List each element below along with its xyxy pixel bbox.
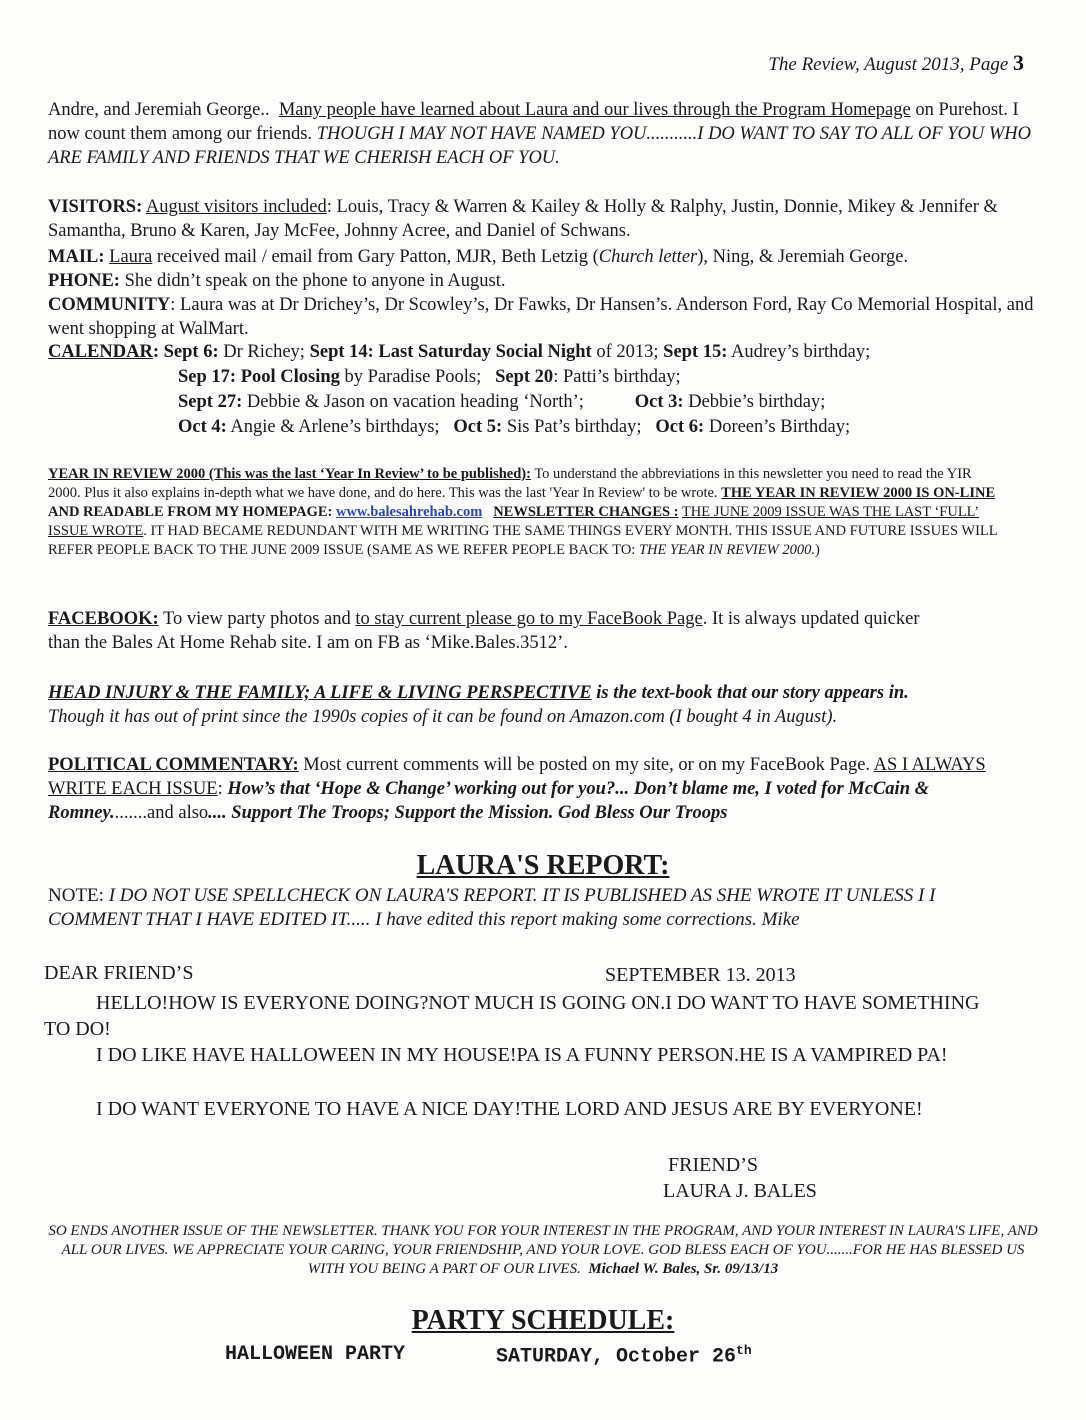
calendar-date: Sept 27: <box>178 392 243 412</box>
political-troops: .... Support The Troops; Support the Mission. God Bless Our Troops <box>208 803 728 823</box>
calendar-row-4 <box>178 417 850 438</box>
colon: : <box>217 779 228 799</box>
party-date-text: SATURDAY, October 26 <box>496 1345 737 1369</box>
letter-sign-1: FRIEND’S <box>668 1154 759 1176</box>
page-header <box>768 50 1024 76</box>
calendar-date: Sept 15: <box>663 342 728 362</box>
facebook-text-2: . It is always updated quicker than the Bales At Home Rehab site. I am on FB as ‘Mike.Bales.3512’. <box>48 609 920 653</box>
calendar-row-3 <box>178 392 825 413</box>
header-title: The Review, August 2013, Page <box>768 54 1009 75</box>
letter-paragraph-3: I DO WANT EVERYONE TO HAVE A NICE DAY!THE LORD AND JESUS ARE BY EVERYONE! <box>96 1098 923 1120</box>
calendar-event: Sis Pat’s birthday; <box>502 417 656 437</box>
political-and-also: .......and also <box>114 803 209 823</box>
yir-homepage-text: AND READABLE FROM MY HOMEPAGE: <box>48 504 333 520</box>
newsletter-changes-text: . IT HAD BECAME REDUNDANT WITH ME WRITING THE SAME THINGS EVERY MONTH. THIS ISSUE AND FUTURE ISSUES WILL REFER PEOPLE BACK TO THE JUNE 2009 ISSUE (SAME AS WE REFER PEOPLE BACK TO: <box>48 523 998 558</box>
calendar-row-2 <box>178 367 681 388</box>
phone-text: She didn’t speak on the phone to anyone in August. <box>119 271 506 291</box>
political-text: Most current comments will be posted on my site, or on my FaceBook Page. <box>298 755 874 775</box>
letter-paragraph-2: I DO LIKE HAVE HALLOWEEN IN MY HOUSE!PA IS A FUNNY PERSON.HE IS A VAMPIRED PA! <box>96 1044 948 1066</box>
letter-signature: LAURA J. BALES <box>663 1180 817 1202</box>
book-text: is the text-book that our story appears in. <box>591 683 909 703</box>
yir-ref: THE YEAR IN REVIEW 2000. <box>638 542 815 558</box>
closing-signature: Michael W. Bales, Sr. 09/13/13 <box>588 1261 779 1277</box>
page-number: 3 <box>1013 50 1024 75</box>
paren: ) <box>814 542 820 558</box>
calendar-event: of 2013; <box>591 342 664 362</box>
calendar-event: Audrey’s birthday; <box>727 342 871 362</box>
visitors-heading: August visitors included <box>145 197 327 217</box>
political-always: AS I ALWAYS WRITE EACH ISSUE <box>48 755 986 799</box>
calendar-event: by Paradise Pools; <box>339 367 496 387</box>
newsletter-changes-label: NEWSLETTER CHANGES : <box>493 504 679 520</box>
mail-laura: Laura <box>109 247 153 267</box>
visitors-text: : Louis, Tracy & Warren & Kailey & Holly & Ralphy, Justin, Donnie, Mikey & Jennifer & Samantha, Bruno & Karen, Jay McFee, Johnny Acree, and Daniel of Schwans. <box>48 197 998 241</box>
mail-church-letter: Church letter <box>598 247 698 267</box>
party-date-suffix: th <box>736 1343 752 1358</box>
note-label: NOTE: <box>48 885 109 906</box>
calendar-date: Sept 14: Last Saturday Social Night <box>309 342 592 362</box>
note-text: I DO NOT USE SPELLCHECK ON LAURA'S REPORT. IT IS PUBLISHED AS SHE WROTE IT UNLESS I I COMMENT THAT I HAVE EDITED IT..... I have edited this report making some corrections. Mike <box>48 885 936 930</box>
party-schedule-title: PARTY SCHEDULE: <box>411 1305 675 1336</box>
calendar-date: Oct 3: <box>634 392 684 412</box>
facebook-label: FACEBOOK: <box>48 609 159 629</box>
letter-date: SEPTEMBER 13. 2013 <box>605 964 796 986</box>
report-note <box>48 884 1018 932</box>
mail-text: received mail / email from Gary Patton, MJR, Beth Letzig ( <box>152 247 599 267</box>
calendar-date: : Sept 6: <box>152 342 219 362</box>
visitors-section <box>48 195 1038 243</box>
calendar-date: Oct 5: <box>453 417 503 437</box>
year-in-review-section <box>48 465 998 560</box>
party-event: HALLOWEEN PARTY <box>225 1343 406 1366</box>
community-section <box>48 293 1038 341</box>
yir-label: YEAR IN REVIEW 2000 (This was the last ‘Year In Review’ to be published): <box>48 466 531 482</box>
mail-section <box>48 245 1038 269</box>
homepage-link[interactable]: Many people have learned about Laura and our lives through the Program Homepage <box>278 100 911 120</box>
calendar-date: Sept 20 <box>495 367 554 387</box>
intro-paragraph <box>48 98 1038 170</box>
closing-text: SO ENDS ANOTHER ISSUE OF THE NEWSLETTER. THANK YOU FOR YOUR INTEREST IN THE PROGRAM, AND YOUR INTEREST IN LAURA'S LIFE, AND ALL OUR LIVES. WE APPRECIATE YOUR CARING, YOUR FRIENDSHIP, AND YOUR LOVE. GOD BLESS EACH OF YOU.......FOR HE HAS BLESSED US WITH YOU BEING A PART OF OUR LIVES. <box>48 1223 1038 1277</box>
report-title: LAURA'S REPORT: <box>416 850 670 881</box>
calendar-row-1 <box>48 342 870 363</box>
book-section <box>48 681 1038 729</box>
intro-cherish-text: THOUGH I MAY NOT HAVE NAMED YOU...........I DO WANT TO SAY TO ALL OF YOU WHO ARE FAMILY AND FRIENDS THAT WE CHERISH EACH OF YOU. <box>48 124 1031 168</box>
calendar-event: Dr Richey; <box>218 342 310 362</box>
party-date <box>496 1343 752 1369</box>
phone-section <box>48 269 1038 293</box>
closing-message <box>48 1222 1038 1279</box>
mail-label: MAIL: <box>48 247 105 267</box>
political-section <box>48 753 1008 825</box>
letter-salutation: DEAR FRIEND’S <box>44 962 194 984</box>
calendar-event: Debbie & Jason on vacation heading ‘North’; <box>242 392 635 412</box>
letter-paragraph-1: HELLO!HOW IS EVERYONE DOING?NOT MUCH IS GOING ON.I DO WANT TO HAVE SOMETHING TO DO! <box>44 992 980 1040</box>
phone-label: PHONE: <box>48 271 120 291</box>
calendar-event: Angie & Arlene’s birthdays; <box>226 417 454 437</box>
newsletter-changes-note: THE JUNE 2009 ISSUE WAS THE LAST ‘FULL’ ISSUE WROTE <box>48 504 980 539</box>
visitors-label: VISITORS: <box>48 197 143 217</box>
community-text: : Laura was at Dr Drichey’s, Dr Scowley’s, Dr Fawks, Dr Hansen’s. Anderson Ford, Ray Co Memorial Hospital, and went shopping at WalMart. <box>48 295 1034 339</box>
community-label: COMMUNITY <box>48 295 171 315</box>
calendar-event: : Patti’s birthday; <box>553 367 681 387</box>
political-label: POLITICAL COMMENTARY: <box>48 755 299 775</box>
homepage-url-link[interactable]: www.balesahrehab.com <box>335 504 483 520</box>
book-title: HEAD INJURY & THE FAMILY; A LIFE & LIVING PERSPECTIVE <box>48 683 592 703</box>
facebook-section <box>48 607 948 655</box>
mail-text-2: ), Ning, & Jeremiah George. <box>697 247 909 267</box>
calendar-date: Oct 6: <box>655 417 705 437</box>
facebook-text: To view party photos and <box>158 609 356 629</box>
yir-text: To understand the abbreviations in this newsletter you need to read the YIR 2000. Plus it also explains in-depth what we have done, and do here. This was the last 'Year In Review' to be wrote. <box>48 466 972 501</box>
calendar-date: Sep 17: Pool Closing <box>178 367 340 387</box>
calendar-event: Doreen’s Birthday; <box>704 417 851 437</box>
calendar-date: Oct 4: <box>178 417 227 437</box>
yir-online: THE YEAR IN REVIEW 2000 IS ON-LINE <box>721 485 996 501</box>
political-quote: How’s that ‘Hope & Change’ working out for you?... Don’t blame me, I voted for McCain & Romney. <box>48 779 929 823</box>
facebook-page-link[interactable]: to stay current please go to my FaceBook Page <box>355 609 703 629</box>
book-text-2: Though it has out of print since the 1990s copies of it can be found on Amazon.com (I bought 4 in August). <box>48 707 838 727</box>
intro-text: Andre, and Jeremiah George.. <box>48 100 270 120</box>
calendar-label: CALENDAR <box>48 342 153 362</box>
intro-text-2: on Purehost. I now count them among our friends. <box>48 100 1019 144</box>
calendar-event: Debbie’s birthday; <box>683 392 826 412</box>
